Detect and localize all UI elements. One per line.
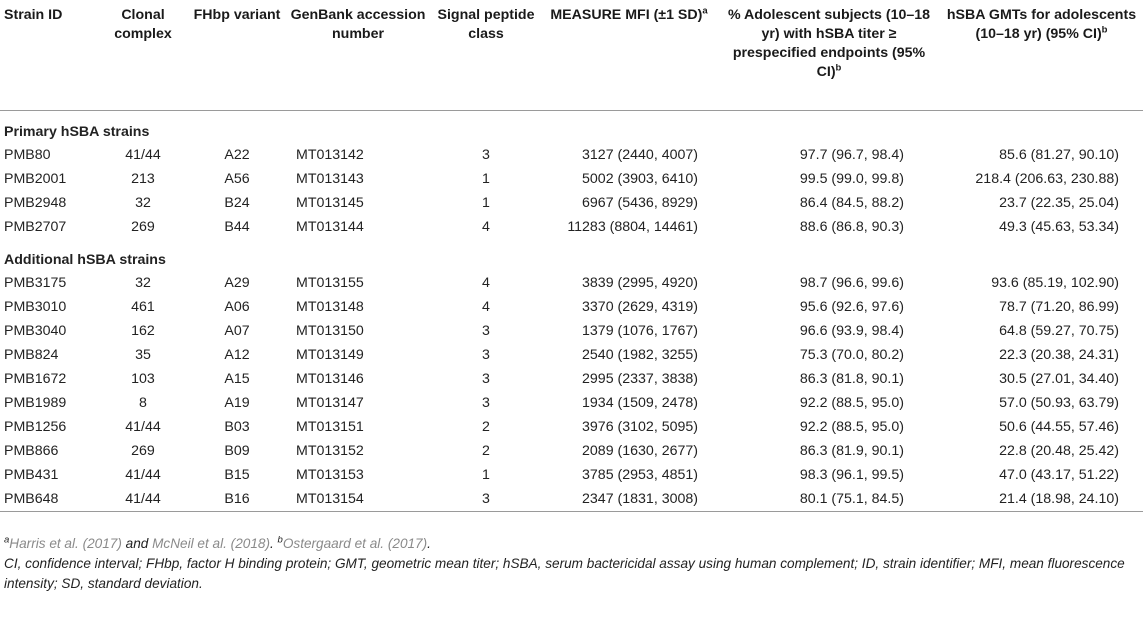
table-cell: 2089 (1630, 2677) [582, 442, 698, 459]
header-fhbp-variant: FHbp variant [193, 7, 281, 23]
table-cell: 4 [482, 218, 490, 235]
table-cell: 1 [482, 170, 490, 187]
table-cell: PMB866 [4, 442, 59, 459]
table-cell: 86.3 (81.9, 90.1) [799, 442, 904, 459]
table-cell: A56 [224, 170, 250, 187]
footnote-marker-b: b [1101, 24, 1108, 36]
footnote-marker-a: a [702, 5, 708, 17]
table-cell: 4 [482, 274, 490, 291]
table-cell: A15 [224, 370, 250, 387]
table-cell: A19 [224, 394, 250, 411]
table-cell: 23.7 (22.35, 25.04) [999, 194, 1119, 211]
table-cell: 6967 (5436, 8929) [582, 194, 698, 211]
table-row [0, 415, 1143, 439]
table-cell: 3976 (3102, 5095) [582, 418, 698, 435]
table-cell: MT013148 [296, 298, 364, 315]
table-cell: PMB3010 [4, 298, 67, 315]
header-hsba-gmt: hSBA GMTs for adolescents (10–18 yr) (95% CI)$^b$ [946, 7, 1137, 42]
table-cell: PMB3175 [4, 274, 67, 291]
table-cell: 2347 (1831, 3008) [582, 490, 698, 507]
table-cell: 8 [139, 394, 147, 411]
table-cell: 4 [482, 298, 490, 315]
table-cell: B24 [224, 194, 250, 211]
table-cell: 2 [482, 442, 490, 459]
section-header-primary [0, 110, 1143, 143]
table-cell: PMB2707 [4, 218, 67, 235]
table-cell: 50.6 (44.55, 57.46) [999, 418, 1119, 435]
table-cell: PMB648 [4, 490, 59, 507]
table-cell: 86.4 (84.5, 88.2) [799, 194, 904, 211]
table-cell: PMB1989 [4, 394, 67, 411]
table-body [0, 110, 1143, 511]
reference-link[interactable]: McNeil et al. (2018) [152, 536, 270, 551]
table-row [0, 343, 1143, 367]
table-cell: 1 [482, 466, 490, 483]
table-cell: MT013146 [296, 370, 364, 387]
footnote-marker-b: b [835, 62, 842, 74]
table-cell: 41/44 [125, 418, 161, 435]
table-row [0, 271, 1143, 295]
table-cell: A12 [224, 346, 250, 363]
table-cell: 2 [482, 418, 490, 435]
reference-link[interactable]: Ostergaard et al. (2017) [282, 536, 428, 551]
footnote-abbreviations: CI, confidence interval; FHbp, factor H binding protein; GMT, geometric mean titer; hSBA, serum bactericidal assay using human complement; ID, strain identifier; MFI, mean fluorescence [4, 556, 1125, 571]
table-cell: 57.0 (50.93, 63.79) [999, 394, 1119, 411]
table-cell: 3 [482, 490, 490, 507]
table-cell: PMB2948 [4, 194, 67, 211]
table-cell: MT013151 [296, 418, 364, 435]
section-header-additional [0, 239, 1143, 271]
table-cell: 75.3 (70.0, 80.2) [799, 346, 904, 363]
table-cell: 85.6 (81.27, 90.10) [999, 146, 1119, 163]
reference-link[interactable]: Harris et al. (2017) [9, 536, 122, 551]
table-cell: MT013147 [296, 394, 364, 411]
table-cell: 64.8 (59.27, 70.75) [999, 322, 1119, 339]
table-row [0, 367, 1143, 391]
table-cell: 103 [131, 370, 155, 387]
table-header-row [0, 0, 1143, 110]
table-cell: 3 [482, 370, 490, 387]
table-cell: MT013143 [296, 170, 364, 187]
table-row [0, 143, 1143, 167]
table-row [0, 319, 1143, 343]
table-cell: MT013142 [296, 146, 364, 163]
section-label: Primary hSBA strains [4, 123, 150, 140]
table-cell: A22 [224, 146, 250, 163]
table-cell: 3370 (2629, 4319) [582, 298, 698, 315]
table-cell: B16 [224, 490, 250, 507]
table-cell: MT013152 [296, 442, 364, 459]
table-cell: 86.3 (81.8, 90.1) [799, 370, 904, 387]
table-cell: B44 [224, 218, 250, 235]
table-cell: 92.2 (88.5, 95.0) [799, 394, 904, 411]
table-cell: 96.6 (93.9, 98.4) [799, 322, 904, 339]
table-cell: MT013149 [296, 346, 364, 363]
table-row [0, 215, 1143, 239]
table-cell: MT013155 [296, 274, 364, 291]
table-cell: 5002 (3903, 6410) [582, 170, 698, 187]
table-cell: 41/44 [125, 146, 161, 163]
table-cell: 218.4 (206.63, 230.88) [975, 170, 1119, 187]
table-cell: 11283 (8804, 14461) [567, 218, 698, 235]
table-cell: 269 [131, 218, 155, 235]
table-cell: 88.6 (86.8, 90.3) [799, 218, 904, 235]
header-adolescent-titer: % Adolescent subjects (10–18 yr) with hSBA titer ≥ prespecified endpoints (95% CI)$^b$ [727, 7, 931, 80]
footnote-abbreviations: intensity; SD, standard deviation. [4, 576, 203, 591]
table-cell: PMB1256 [4, 418, 67, 435]
table-cell: MT013154 [296, 490, 364, 507]
table-cell: 162 [131, 322, 155, 339]
header-genbank-accession: GenBank accession number [290, 7, 426, 42]
table-cell: 21.4 (18.98, 24.10) [999, 490, 1119, 507]
header-signal-peptide-class: Signal peptide class [437, 7, 535, 42]
table-row [0, 167, 1143, 191]
table-cell: 2540 (1982, 3255) [582, 346, 698, 363]
table-cell: 95.6 (92.6, 97.6) [799, 298, 904, 315]
table-cell: 32 [135, 194, 151, 211]
table-cell: A29 [224, 274, 250, 291]
header-strain-id: Strain ID [4, 7, 63, 23]
table-cell: A07 [224, 322, 250, 339]
table-cell: PMB80 [4, 146, 51, 163]
table-cell: PMB824 [4, 346, 59, 363]
table-cell: 22.3 (20.38, 24.31) [999, 346, 1119, 363]
table-cell: 92.2 (88.5, 95.0) [799, 418, 904, 435]
table-cell: 35 [135, 346, 151, 363]
table-cell: 98.7 (96.6, 99.6) [799, 274, 904, 291]
section-label: Additional hSBA strains [4, 251, 166, 268]
table-cell: 30.5 (27.01, 34.40) [999, 370, 1119, 387]
table-cell: B15 [224, 466, 250, 483]
table-cell: 3 [482, 394, 490, 411]
table-cell: 3 [482, 146, 490, 163]
table-cell: PMB431 [4, 466, 59, 483]
table-cell: 32 [135, 274, 151, 291]
header-clonal-complex: Clonal complex [114, 7, 172, 42]
table-cell: 1379 (1076, 1767) [582, 322, 698, 339]
table-cell: PMB1672 [4, 370, 67, 387]
table-cell: PMB3040 [4, 322, 67, 339]
table-cell: PMB2001 [4, 170, 67, 187]
table-cell: 98.3 (96.1, 99.5) [799, 466, 904, 483]
table-row [0, 191, 1143, 215]
table-cell: MT013144 [296, 218, 364, 235]
table-row [0, 463, 1143, 487]
footnote-references: $^a$Harris et al. (2017) and McNeil et al. (2018). $^b$Ostergaard et al. (2017). [4, 534, 431, 551]
table-cell: 3127 (2440, 4007) [582, 146, 698, 163]
table-cell: B03 [224, 418, 250, 435]
table-cell: B09 [224, 442, 250, 459]
table-cell: 3 [482, 322, 490, 339]
table-cell: 78.7 (71.20, 86.99) [999, 298, 1119, 315]
table-cell: MT013145 [296, 194, 364, 211]
table-row [0, 295, 1143, 319]
table-cell: 213 [131, 170, 155, 187]
table-cell: 22.8 (20.48, 25.42) [999, 442, 1119, 459]
table-row [0, 391, 1143, 415]
table-cell: 41/44 [125, 466, 161, 483]
table-cell: 269 [131, 442, 155, 459]
table-cell: 1934 (1509, 2478) [582, 394, 698, 411]
table-cell: 97.7 (96.7, 98.4) [799, 146, 904, 163]
table-cell: MT013153 [296, 466, 364, 483]
table-cell: A06 [224, 298, 250, 315]
table-footnotes [4, 534, 1134, 594]
table-cell: MT013150 [296, 322, 364, 339]
table-cell: 461 [131, 298, 155, 315]
table-cell: 93.6 (85.19, 102.90) [991, 274, 1119, 291]
table-cell: 80.1 (75.1, 84.5) [799, 490, 904, 507]
table-cell: 99.5 (99.0, 99.8) [799, 170, 904, 187]
table-cell: 2995 (2337, 3838) [582, 370, 698, 387]
table-row [0, 439, 1143, 463]
table-row [0, 487, 1143, 512]
table-cell: 49.3 (45.63, 53.34) [999, 218, 1119, 235]
table-cell: 41/44 [125, 490, 161, 507]
table-cell: 3 [482, 346, 490, 363]
table-cell: 3839 (2995, 4920) [582, 274, 698, 291]
table-cell: 1 [482, 194, 490, 211]
header-measure-mfi: MEASURE MFI (±1 SD)$^a$ [550, 5, 708, 23]
table-cell: 47.0 (43.17, 51.22) [999, 466, 1119, 483]
table-cell: 3785 (2953, 4851) [582, 466, 698, 483]
